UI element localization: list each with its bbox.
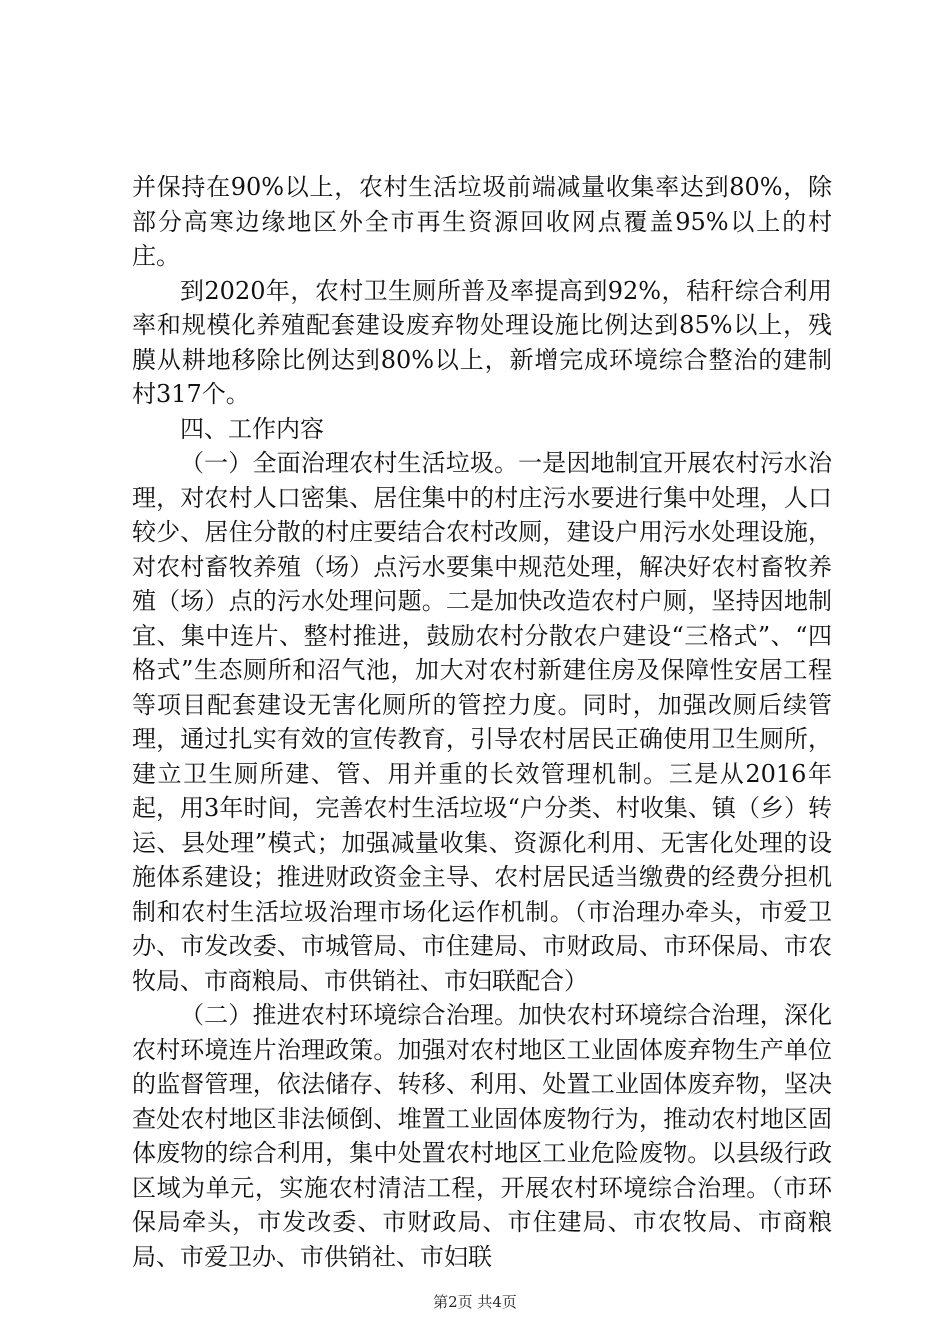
page-number-footer: 第2页 共4页 [433, 1293, 517, 1311]
paragraph-2020-targets: 到2020年，农村卫生厕所普及率提高到92%，秸秆综合利用率和规模化养殖配套建设废弃物处理设施比例达到85%以上，残膜从耕地移除比例达到80%以上，新增完成环境综合整治的建制村317个。 [132, 276, 832, 408]
document-body [132, 170, 832, 1274]
paragraph-target-rates: 并保持在90%以上，农村生活垃圾前端减量收集率达到80%，除部分高寒边缘地区外全市再生资源回收网点覆盖95%以上的村庄。 [132, 173, 832, 270]
work-item-rural-garbage: （一）全面治理农村生活垃圾。一是因地制宜开展农村污水治理，对农村人口密集、居住集中的村庄污水要进行集中处理，人口较少、居住分散的村庄要结合农村改厕，建设户用污水处理设施，对农村畜牧养殖（场）点污水要集中规范处理，解决好农村畜牧养殖（场）点的污水处理问题。二是加快改造农村户厕，坚持因地制宜、集中连片、整村推进，鼓励农村分散农户建设“三格式”、“四格式”生态厕所和沼气池，加大对农村新建住房及保障性安居工程等项目配套建设无害化厕所的管控力度。同时，加强改厕后续管理，通过扎实有效的宣传教育，引导农村居民正确使用卫生厕所，建立卫生厕所建、管、用并重的长效管理机制。三是从2016年起，用3年时间，完善农村生活垃圾“户分类、村收集、镇（乡）转运、县处理”模式；加强减量收集、资源化利用、无害化处理的设施体系建设；推进财政资金主导、农村居民适当缴费的经费分担机制和农村生活垃圾治理市场化运作机制。（市治理办牵头，市爱卫办、市发改委、市城管局、市住建局、市财政局、市环保局、市农牧局、市商粮局、市供销社、市妇联配合） [132, 449, 832, 995]
section-heading-work-content: 四、工作内容 [180, 414, 324, 443]
work-item-environment-governance: （二）推进农村环境综合治理。加快农村环境综合治理，深化农村环境连片治理政策。加强对农村地区工业固体废弃物生产单位的监督管理，依法储存、转移、利用、处置工业固体废弃物，坚决查处农村地区非法倾倒、堆置工业固体废物行为，推动农村地区固体废物的综合利用，集中处置农村地区工业危险废物。以县级行政区域为单元，实施农村清洁工程，开展农村环境综合治理。（市环保局牵头，市发改委、市财政局、市住建局、市农牧局、市商粮局、市爱卫办、市供销社、市妇联 [132, 1001, 832, 1271]
